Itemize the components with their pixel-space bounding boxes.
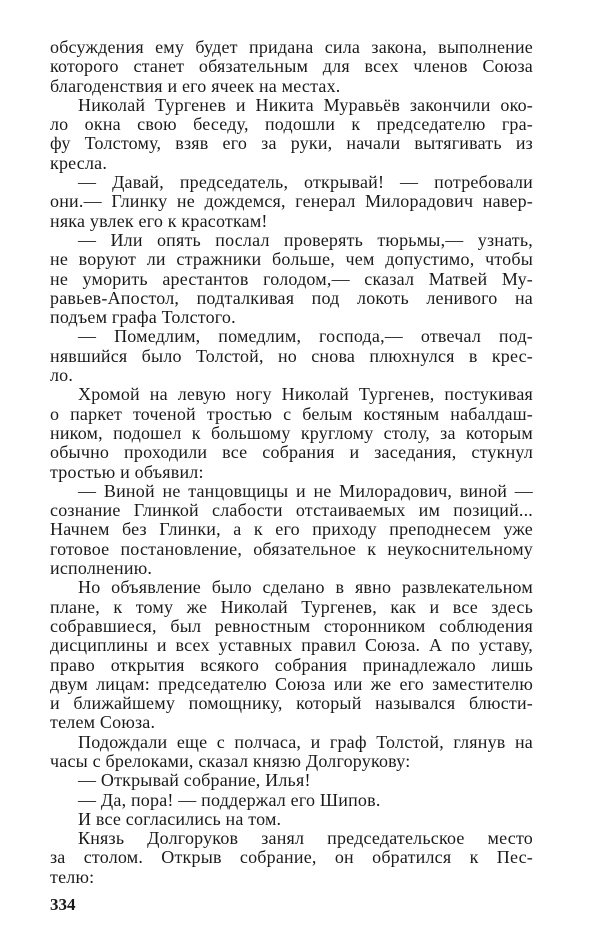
paragraph — [50, 733, 533, 772]
text-line: право открытия всякого собрания принадлежало лишь — [50, 654, 533, 675]
paragraph — [50, 810, 533, 829]
text-line: готовое постановление, обязательное к неукоснительному — [50, 538, 533, 559]
text-line: Князь Долгоруков занял председательское место — [78, 828, 533, 849]
paragraph — [50, 482, 533, 578]
text-line: о паркет точеной тростью с белым костяным набалдаш- — [50, 403, 533, 424]
book-page-text — [50, 38, 533, 887]
text-line: — Или опять послал проверять тюрьмы,— узнать, — [78, 229, 533, 250]
text-line: — Давай, председатель, открывай! — потребовали — [78, 172, 533, 193]
paragraph — [50, 791, 533, 810]
paragraph — [50, 231, 533, 327]
text-line: телю: — [50, 866, 95, 887]
paragraph — [50, 829, 533, 887]
text-line: Начнем без Глинки, а к его приходу преподнесем уже — [50, 519, 533, 540]
page-number: 334 — [50, 895, 76, 914]
text-line: благоденствия и его ячеек на местах. — [50, 75, 341, 96]
text-line: Николай Тургенев и Никита Муравьёв закончили око- — [78, 94, 533, 115]
text-line: кресла. — [50, 152, 108, 173]
text-line: дисциплины и всех уставных правил Союза. А по уставу, — [50, 635, 533, 656]
text-line: — Да, пора! — поддержал его Шипов. — [78, 789, 381, 810]
text-line: не уморить арестантов голодом,— сказал Матвей Му- — [50, 268, 533, 289]
text-line: ником, подошел к большому круглому столу, за которым — [50, 422, 533, 443]
paragraph — [50, 327, 533, 385]
text-line: тростью и объявил: — [50, 461, 204, 482]
text-line: часы с брелоками, сказал князю Долгорукову: — [50, 750, 411, 771]
text-line: фу Толстому, взяв его за руки, начали вытягивать из — [50, 133, 533, 154]
text-line: собравшиеся, был ревностным сторонником соблюдения — [50, 615, 533, 636]
paragraph — [50, 96, 533, 173]
text-line: Подождали еще с полчаса, и граф Толстой, глянув на — [78, 731, 533, 752]
text-line: исполнению. — [50, 558, 153, 579]
text-line: И все согласились на том. — [78, 808, 282, 829]
text-line: за столом. Открыв собрание, он обратился к Пес- — [50, 847, 533, 868]
text-line: нявшийся было Толстой, но снова плюхнулся в крес- — [50, 345, 533, 366]
text-line: которого станет обязательным для всех членов Союза — [50, 56, 533, 77]
text-line: плане, к тому же Николай Тургенев, как и все здесь — [50, 596, 533, 617]
text-line: ло окна свою беседу, подошли к председателю гра- — [50, 114, 533, 135]
text-line: — Помедлим, помедлим, господа,— отвечал под- — [78, 326, 533, 347]
text-line: подъем графа Толстого. — [50, 307, 236, 328]
paragraph — [50, 38, 533, 96]
paragraph — [50, 173, 533, 231]
paragraph — [50, 771, 533, 790]
text-line: равьев-Апостол, подталкивая под локоть ленивого на — [50, 287, 533, 308]
text-line: не воруют ли стражники больше, чем допустимо, чтобы — [50, 249, 533, 270]
text-line: Но объявление было сделано в явно развлекательном — [78, 577, 533, 598]
paragraph — [50, 385, 533, 481]
paragraph — [50, 578, 533, 732]
text-line: ло. — [50, 365, 74, 386]
text-line: телем Союза. — [50, 712, 156, 733]
text-line: двум лицам: председателю Союза или же его заместителю — [50, 673, 533, 694]
text-line: обсуждения ему будет придана сила закона, выполнение — [50, 37, 533, 57]
text-line: они.— Глинку не дождемся, генерал Милорадович навер- — [50, 191, 533, 212]
text-line: няка увлек его к красоткам! — [50, 210, 268, 231]
text-line: обычно проходили все собрания и заседания, стукнул — [50, 442, 533, 463]
text-line: сознание Глинкой слабости отстаиваемых им позиций... — [50, 500, 533, 521]
text-line: — Открывай собрание, Илья! — [78, 770, 311, 791]
text-line: Хромой на левую ногу Николай Тургенев, постукивая — [78, 384, 533, 405]
text-line: — Виной не танцовщицы и не Милорадович, виной — — [78, 480, 533, 501]
text-line: и ближайшему помощнику, который назывался блюсти- — [50, 693, 533, 714]
